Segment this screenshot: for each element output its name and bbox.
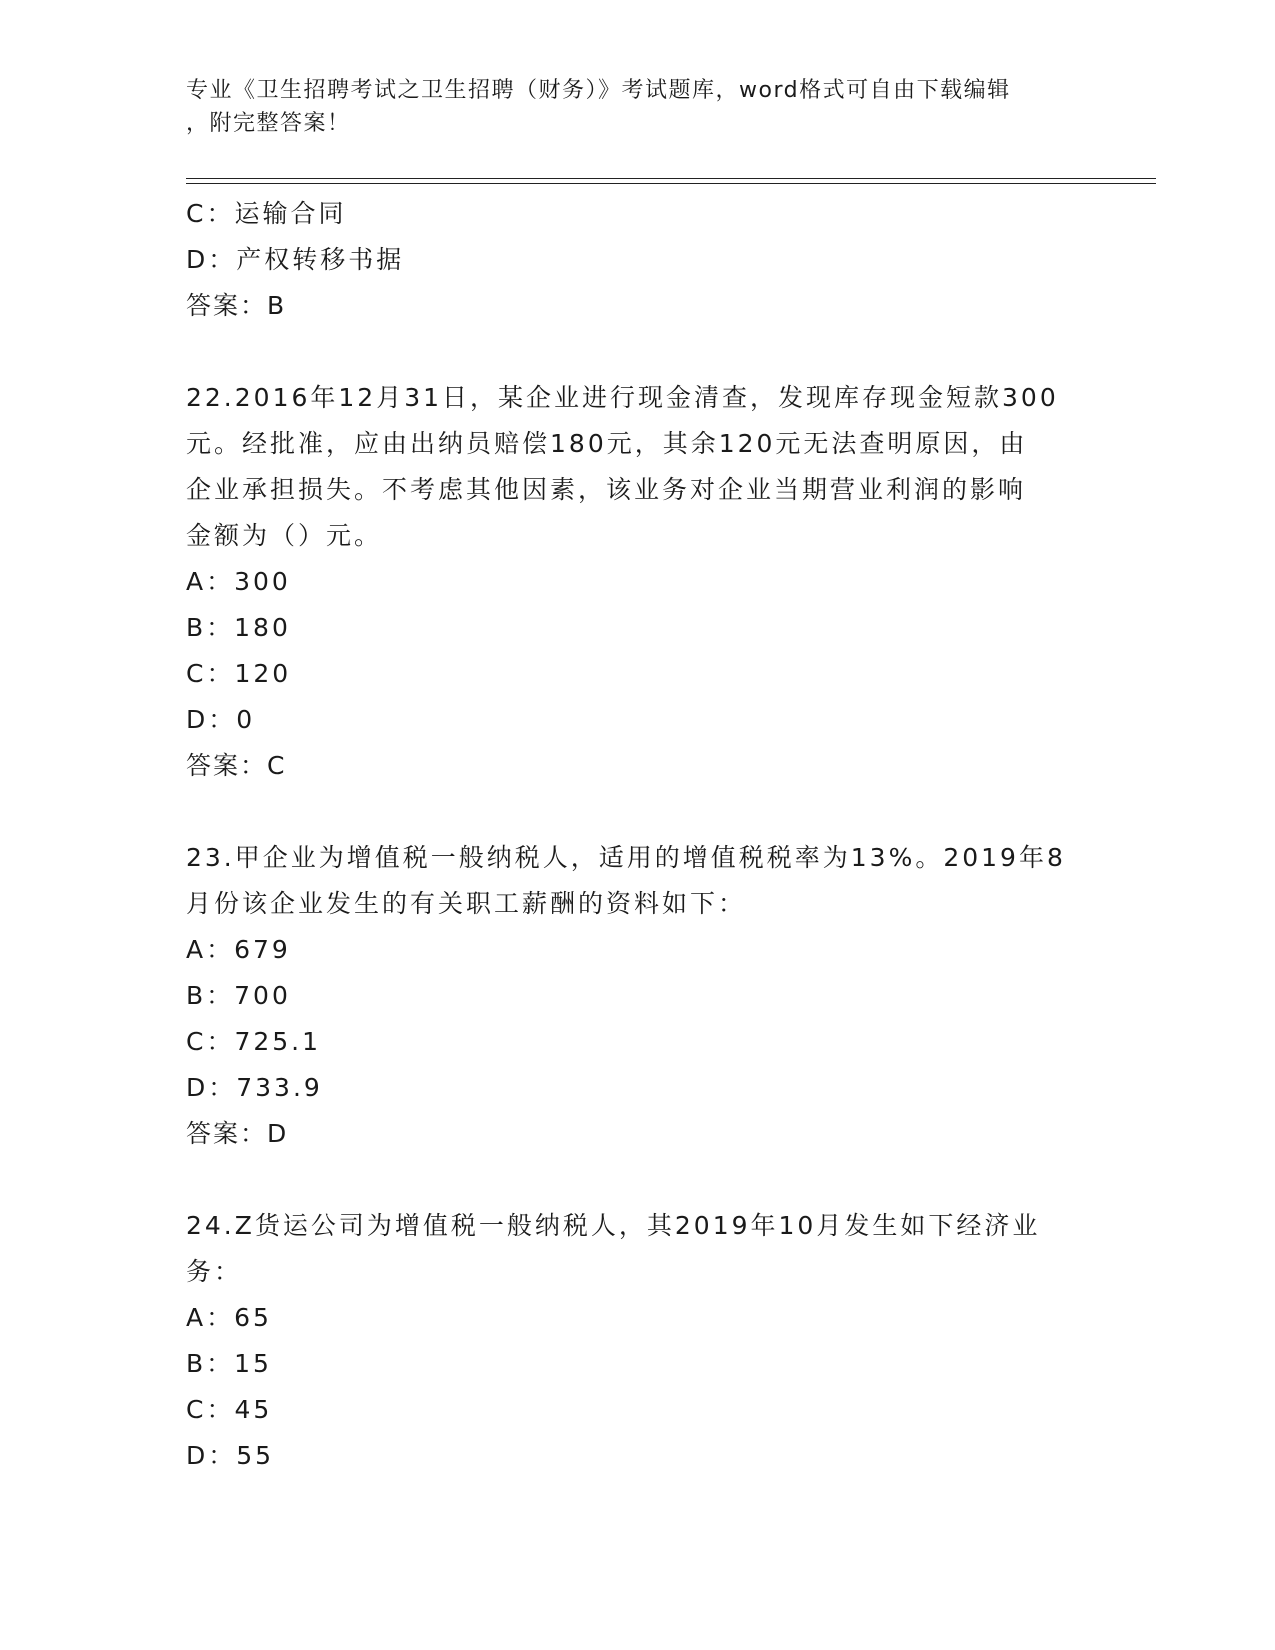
question-spacer <box>186 329 1086 375</box>
question-spacer <box>186 1157 1086 1203</box>
question-spacer <box>186 789 1086 835</box>
header-divider-top <box>186 178 1156 179</box>
question-stem-line: 元。经批准，应由出纳员赔偿180元，其余120元无法查明原因，由 <box>186 429 1028 458</box>
question-stem-line: 22.2016年12月31日，某企业进行现金清查，发现库存现金短款300 <box>186 383 1059 412</box>
option-d: D：产权转移书据 <box>186 245 405 274</box>
option-b: B：180 <box>186 613 291 642</box>
option-a: A：300 <box>186 567 291 596</box>
option-c: C：45 <box>186 1395 273 1424</box>
option-b: B：15 <box>186 1349 272 1378</box>
question-list <box>186 191 1086 1479</box>
question-22 <box>186 375 1086 789</box>
option-a: A：65 <box>186 1303 272 1332</box>
question-24 <box>186 1203 1086 1479</box>
question-stem-line: 24.Z货运公司为增值税一般纳税人，其2019年10月发生如下经济业 <box>186 1211 1041 1240</box>
option-c: C：运输合同 <box>186 199 347 228</box>
header-line-1: 专业《卫生招聘考试之卫生招聘（财务）》考试题库，word格式可自由下载编辑 <box>186 78 1011 103</box>
answer-line: 答案：C <box>186 751 287 780</box>
question-stem-line: 月份该企业发生的有关职工薪酬的资料如下： <box>186 889 747 918</box>
option-a: A：679 <box>186 935 291 964</box>
answer-line: 答案：D <box>186 1119 289 1148</box>
option-b: B：700 <box>186 981 291 1010</box>
document-header <box>186 74 1066 140</box>
option-d: D：733.9 <box>186 1073 323 1102</box>
option-c: C：120 <box>186 659 292 688</box>
option-d: D：0 <box>186 705 256 734</box>
option-c: C：725.1 <box>186 1027 322 1056</box>
header-line-2: ，附完整答案！ <box>186 111 351 136</box>
question-23 <box>186 835 1086 1157</box>
question-21-tail <box>186 191 1086 329</box>
question-stem-line: 金额为（）元。 <box>186 521 383 550</box>
question-stem-line: 23.甲企业为增值税一般纳税人，适用的增值税税率为13%。2019年8 <box>186 843 1066 872</box>
question-stem-line: 务： <box>186 1257 243 1286</box>
answer-line: 答案：B <box>186 291 287 320</box>
header-divider-bottom <box>186 183 1156 184</box>
option-d: D：55 <box>186 1441 275 1470</box>
question-stem-line: 企业承担损失。不考虑其他因素，该业务对企业当期营业利润的影响 <box>186 475 1027 504</box>
